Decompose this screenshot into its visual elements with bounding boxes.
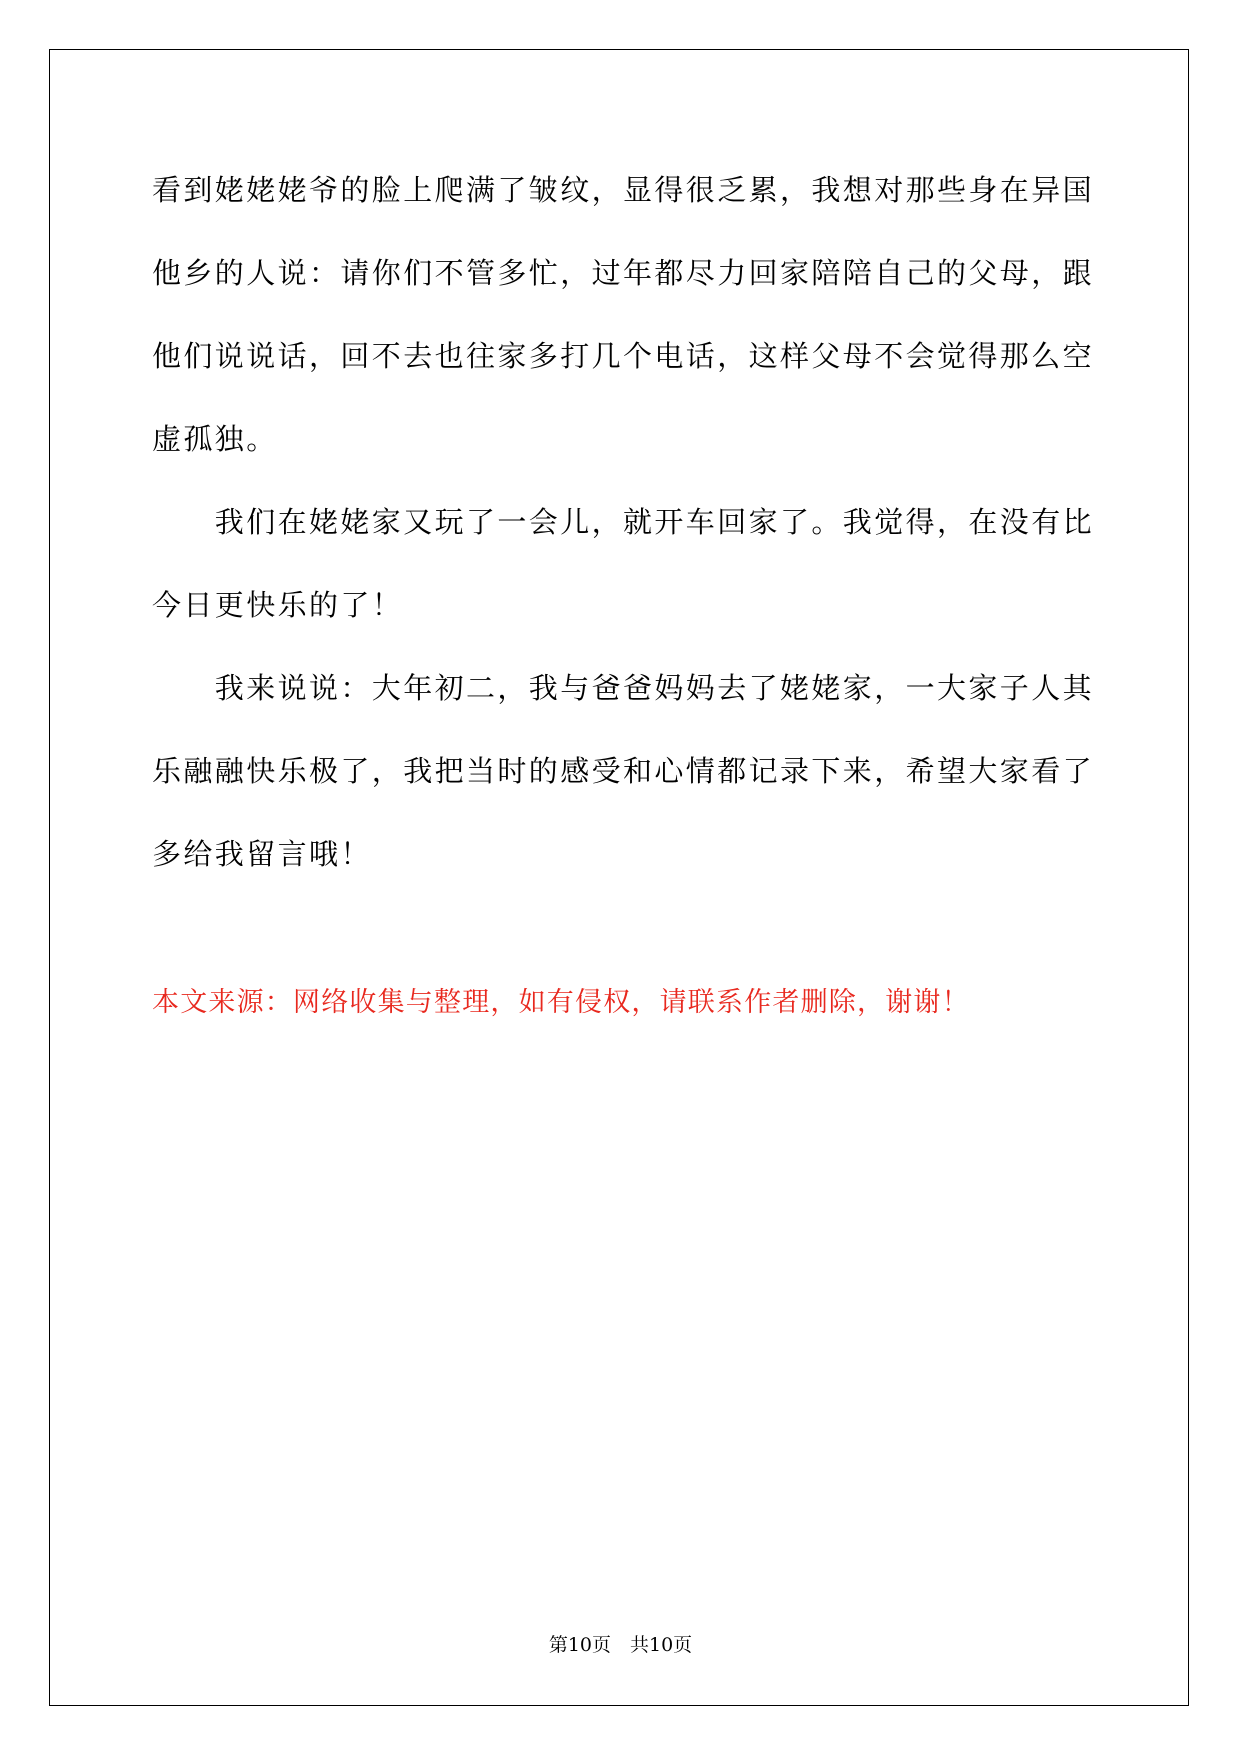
body-line-5: 我们在姥姥家又玩了一会儿，就开车回家了。我觉得，在没有比 — [152, 505, 1095, 539]
body-line-7: 我来说说：大年初二，我与爸爸妈妈去了姥姥家，一大家子人其 — [152, 671, 1095, 705]
body-line-3: 他们说说话，回不去也往家多打几个电话，这样父母不会觉得那么空 — [152, 339, 1095, 373]
body-line-4: 虚孤独。 — [152, 422, 278, 456]
body-line-1: 看到姥姥姥爷的脸上爬满了皱纹，显得很乏累，我想对那些身在异国 — [152, 173, 1095, 207]
body-line-9: 多给我留言哦！ — [152, 837, 372, 871]
body-line-2: 他乡的人说：请你们不管多忙，过年都尽力回家陪陪自己的父母，跟 — [152, 256, 1095, 290]
page-number-footer: 第10页 共10页 — [548, 1634, 693, 1656]
body-line-8: 乐融融快乐极了，我把当时的感受和心情都记录下来，希望大家看了 — [152, 754, 1095, 788]
source-note: 本文来源：网络收集与整理，如有侵权，请联系作者删除，谢谢！ — [152, 987, 970, 1018]
page-border — [49, 49, 1189, 1706]
body-line-6: 今日更快乐的了！ — [152, 588, 404, 622]
